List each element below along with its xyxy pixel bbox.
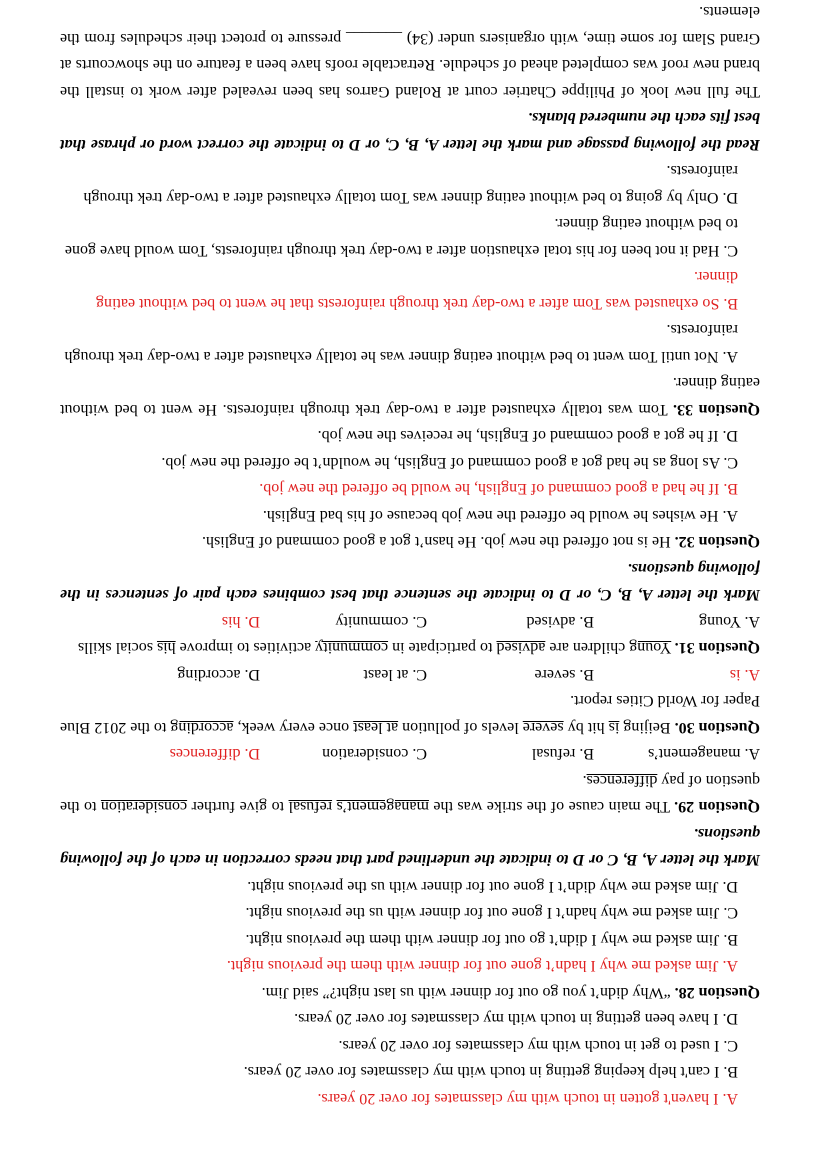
q31-underlined-d: his [156, 639, 176, 657]
q31-option-d: D. his [221, 613, 260, 630]
q30-label: Question 30. [674, 719, 760, 736]
q31-text-2: to participate in [388, 639, 497, 657]
q27-option-b: B. I can't help keeping getting in touch with my classmates for over 20 years. [243, 1063, 738, 1081]
q29-options [60, 740, 760, 767]
q32-option-d: D. If he got a good command of English, he receives the new job. [317, 427, 738, 445]
q28-text: “Why didn’t you go out for dinner with us last night?” said Jim. [261, 984, 671, 1001]
q29-underlined-c: consideration [100, 798, 188, 816]
q30-text-4: once every week, [233, 719, 354, 736]
q28-option-d: D. Jim asked me why didn’t I gone out for dinner with us the previous night. [247, 878, 738, 895]
q30-text-2: hit by [563, 719, 609, 736]
q29-underlined-d: differences [586, 772, 658, 789]
q30-option-a: A. is [729, 666, 760, 683]
q27-option-c: C. I used to get in touch with my classmates for over 20 years. [338, 1037, 738, 1054]
q31-options [60, 608, 760, 635]
q29-label: Question 29. [674, 798, 760, 816]
q28-option-b: B. Jim asked me why I didn’t go out for dinner with them the previous night. [245, 931, 738, 948]
q32-option-c: C. As long as he had got a good command of English, he wouldn’t be offered the new job. [161, 454, 738, 471]
q33-label: Question 33. [672, 401, 760, 418]
q31-text-4: social skills [77, 639, 157, 657]
q33-option-b: B. So exhausted was Tom after a two-day trek through rainforests that he went to bed without eating dinner. [96, 268, 738, 312]
directions-error-identification: Mark the letter A, B, C or D to indicate the underlined part that needs correction in each of the following questions. [60, 825, 760, 869]
q27-option-a: A. I haven't gotten in touch with my classmates for over 20 years. [317, 1090, 738, 1107]
q32-text: He is not offered the new job. He hasn’t got a good command of English. [202, 533, 671, 551]
q29-text-4: to the question of pay [59, 772, 760, 816]
q29-text-1: The main cause of the strike was the [428, 798, 670, 816]
q29-option-a: A. management’s [648, 745, 760, 763]
q29-stem [60, 767, 760, 820]
q31-option-c: C. community [335, 613, 427, 630]
q30-options [60, 661, 760, 688]
q30-underlined-a: is [608, 719, 620, 736]
q29-text-3: to give further [187, 798, 289, 816]
q31-underlined-a: Young [629, 639, 672, 657]
q30-option-c: C. at least [363, 666, 427, 683]
q31-underlined-b: advised [496, 639, 546, 657]
q29-text-5: . [582, 772, 587, 789]
q27-option-d: D. I have been getting in touch with my classmates for over 20 years. [294, 1010, 738, 1028]
q31-text-3: activities to improve [175, 639, 316, 657]
q30-underlined-b: severe [522, 719, 564, 736]
q28-option-a: A. Jim asked me why I hadn’t gone out for dinner with them the previous night. [226, 957, 738, 975]
q31-option-b: B. advised [526, 613, 594, 630]
q28-stem [60, 979, 760, 1006]
q31-label: Question 31. [674, 639, 760, 657]
q28-label: Question 28. [674, 984, 760, 1001]
page-content [60, 0, 760, 1111]
q28-option-c: C. Jim asked me why hadn’t I gone out for dinner with us the previous night. [245, 904, 738, 922]
q29-option-c: C. consideration [322, 745, 427, 763]
q30-underlined-c: at least [353, 719, 399, 736]
directions-sentence-combination: Mark the letter A, B, C, or D to indicate the sentence that best combines each pair of sentences in the following questions. [60, 560, 760, 604]
q33-stem [60, 369, 760, 422]
q32-stem [60, 528, 760, 555]
q32-option-b: B. If he had a good command of English, he would be offered the new job. [259, 480, 738, 498]
q29-underlined-a: management’s [336, 798, 429, 816]
q33-text: Tom was totally exhausted after a two-day trek through rainforests. He went to bed without eating dinner. [60, 374, 760, 418]
q30-text-5: to the 2012 Blue Paper for World Cities report. [59, 692, 760, 736]
q29-option-b: B. refusal [531, 745, 594, 763]
passage-text: The full new look of Philippe Chatrier court at Roland Garros has been revealed after work to install the brand new roof was completed ahead of schedule. Retractable roofs have been a feature on the showcourts at Grand Slam for some time, with organisers under (34) _______ pressure to protect their schedules from the elements. [60, 3, 760, 100]
q29-text-2 [332, 799, 336, 816]
q30-text-1: Beijing [619, 719, 671, 736]
q31-stem [60, 634, 760, 661]
q29-underlined-b: refusal [288, 798, 333, 816]
q30-text-3: levels of pollution [398, 719, 523, 736]
q33-option-d: D. Only by going to bed without eating dinner was Tom totally exhausted after a two-day trek through rainforests. [83, 162, 738, 206]
q31-underlined-c: community [315, 639, 389, 657]
q30-stem [60, 687, 760, 740]
q29-option-d: D. differences [169, 745, 260, 763]
q33-option-c: C. Had it not been for his total exhaustion after a two-day trek through rainforests, Tom would have gone to bed without eating dinner. [64, 215, 738, 259]
q30-underlined-d: according [170, 719, 234, 736]
q32-label: Question 32. [674, 533, 760, 551]
q33-option-a: A. Not until Tom went to bed without eating dinner was he totally exhausted after a two-day trek through rainforests. [64, 321, 738, 365]
q32-option-a: A. He wishes he would be offered the new job because of his bad English. [262, 507, 738, 524]
q31-option-a: A. Young [699, 613, 760, 630]
q30-option-d: D. according [177, 666, 260, 683]
q31-text-1: children are [545, 639, 630, 657]
directions-cloze-passage: Read the following passage and mark the letter A, B, C, or D to indicate the correct word or phrase that best fits each the numbered blanks. [60, 109, 760, 153]
q30-option-b: B. severe [534, 666, 594, 683]
